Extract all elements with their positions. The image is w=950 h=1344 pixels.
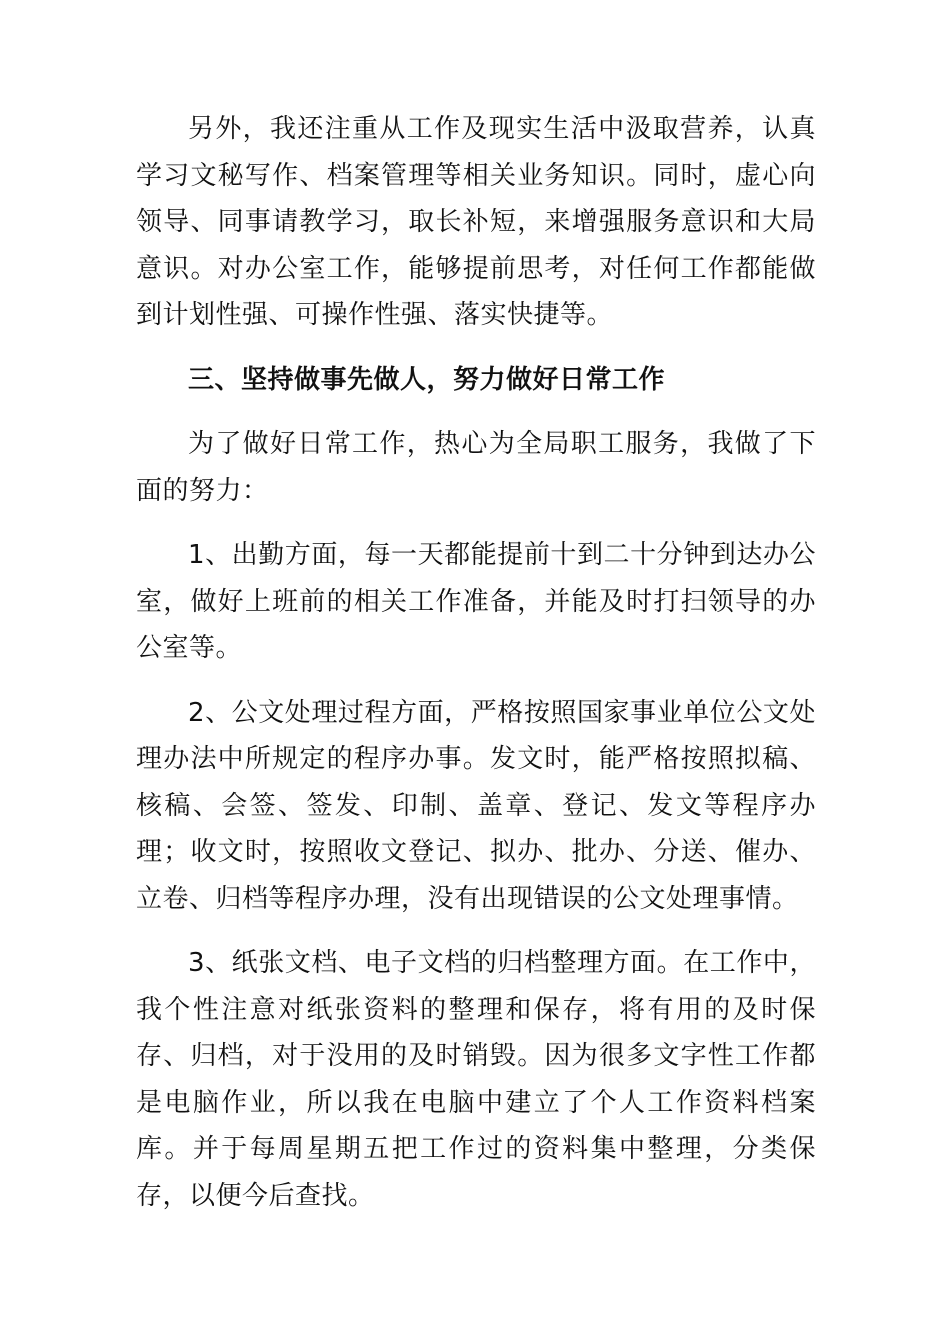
list-item-attendance: 1、出勤方面，每一天都能提前十到二十分钟到达办公室，做好上班前的相关工作准备，并能及时打扫领导的办公室等。 [136, 540, 816, 663]
list-item-archiving: 3、纸张文档、电子文档的归档整理方面。在工作中，我个性注意对纸张资料的整理和保存，将有用的及时保存、归档，对于没用的及时销毁。因为很多文字性工作都是电脑作业，所以我在电脑中建立了个人工作资料档案库。并于每周星期五把工作过的资料集中整理，分类保存，以便今后查找。 [136, 948, 816, 1211]
paragraph-daily-work-intro: 为了做好日常工作，热心为全局职工服务，我做了下面的努力： [136, 429, 816, 506]
list-item-document-processing: 2、公文处理过程方面，严格按照国家事业单位公文处理办法中所规定的程序办事。发文时，能严格按照拟稿、核稿、会签、签发、印制、盖章、登记、发文等程序办理；收文时，按照收文登记、拟办、批办、分送、催办、立卷、归档等程序办理，没有出现错误的公文处理事情。 [136, 697, 816, 914]
paragraph-self-study: 另外，我还注重从工作及现实生活中汲取营养，认真学习文秘写作、档案管理等相关业务知识。同时，虚心向领导、同事请教学习，取长补短，来增强服务意识和大局意识。对办公室工作，能够提前思考，对任何工作都能做到计划性强、可操作性强、落实快捷等。 [136, 114, 816, 330]
document-body [136, 106, 816, 1219]
section-heading-three: 三、坚持做事先做人，努力做好日常工作 [188, 364, 666, 395]
